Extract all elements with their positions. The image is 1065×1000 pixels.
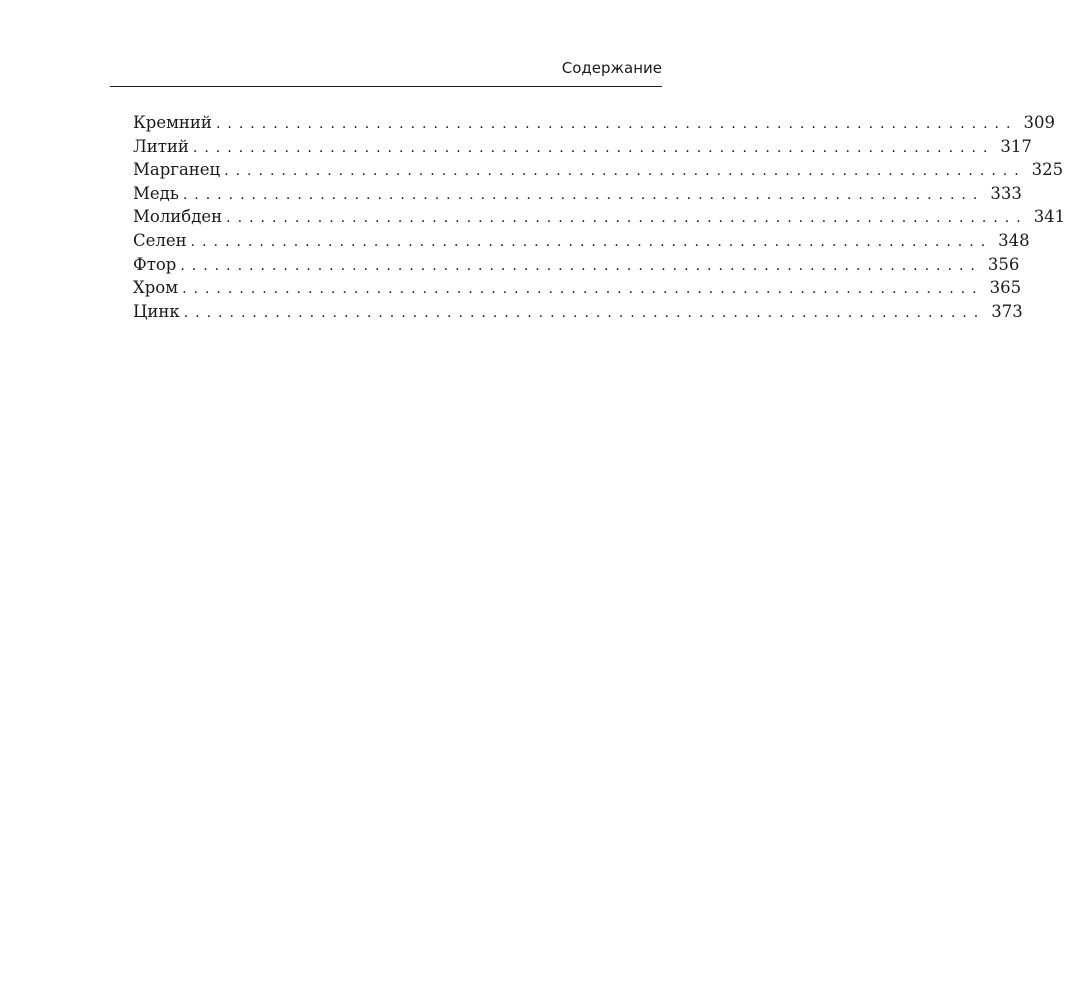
dot-leader: ...................................................................... <box>192 139 995 156</box>
toc-entry <box>133 276 1022 300</box>
toc-entry-label: Хром <box>133 278 179 298</box>
toc-entry-label: Селен <box>133 230 187 250</box>
toc-entry-page: 356 <box>987 254 1020 274</box>
toc-entry-page: 309 <box>1023 113 1055 132</box>
toc-entry-label: Литий <box>133 136 189 156</box>
toc-entry <box>133 135 1032 159</box>
toc-entry-label: Цинк <box>133 301 180 321</box>
toc-entry-label: Кремний <box>133 113 212 132</box>
dot-leader: ...................................................................... <box>215 116 1018 132</box>
dot-leader: ...................................................................... <box>182 186 985 203</box>
running-header <box>110 57 662 87</box>
toc-entry <box>133 253 1020 277</box>
dot-leader: ...................................................................... <box>190 233 993 250</box>
toc-entry-page: 365 <box>989 278 1022 298</box>
dot-leader: ...................................................................... <box>226 210 1028 227</box>
toc-entry-label: Фтор <box>133 254 177 274</box>
toc-entry-label: Молибден <box>133 207 223 227</box>
table-of-contents <box>133 111 1065 323</box>
toc-entry-label: Медь <box>133 183 179 203</box>
toc-entry <box>133 111 1055 135</box>
toc-entry-page: 341 <box>1033 207 1065 227</box>
dot-leader: ...................................................................... <box>224 163 1026 180</box>
dot-leader: ...................................................................... <box>182 281 984 298</box>
section-title: Содержание <box>561 59 662 77</box>
toc-entry <box>133 205 1065 229</box>
toc-entry <box>133 300 1023 324</box>
dot-leader: ...................................................................... <box>183 304 986 321</box>
toc-entry <box>133 229 1030 253</box>
toc-entry <box>133 158 1064 182</box>
dot-leader: ...................................................................... <box>180 257 982 274</box>
toc-entry-page: 325 <box>1031 160 1064 180</box>
toc-entry-page: 333 <box>990 183 1022 203</box>
toc-entry <box>133 182 1022 206</box>
toc-entry-page: 317 <box>1000 136 1032 156</box>
toc-entry-page: 373 <box>991 301 1023 321</box>
toc-entry-page: 348 <box>998 230 1030 250</box>
toc-entry-label: Марганец <box>133 160 221 180</box>
